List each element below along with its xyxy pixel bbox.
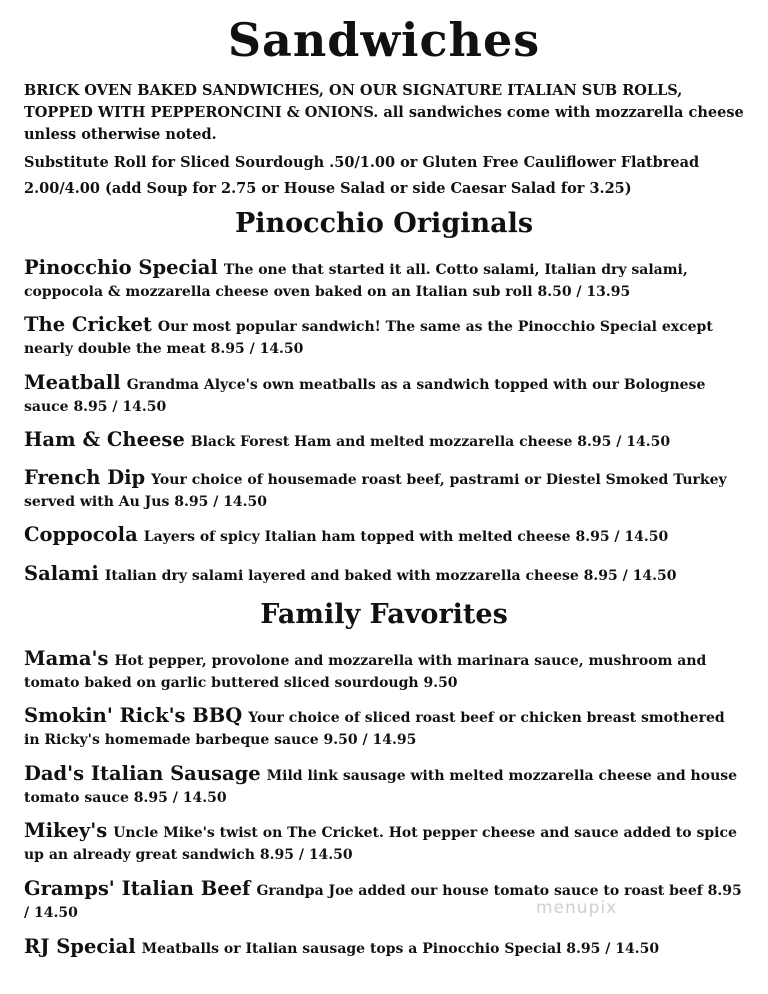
menu-item: [24, 763, 744, 809]
menu-item: [24, 314, 744, 360]
menu-item-desc: Hot pepper, provolone and mozzarella with marinara sauce, mushroom and tomato baked on garlic buttered sliced sourdough 9.50: [24, 653, 707, 691]
menu-item-name: Mama's: [24, 647, 109, 670]
menu-item-name: French Dip: [24, 466, 146, 489]
menu-item: [24, 705, 744, 751]
menu-item-name: RJ Special: [24, 935, 136, 958]
menu-item-desc: Meatballs or Italian sausage tops a Pinocchio Special 8.95 / 14.50: [141, 941, 660, 957]
menu-item-desc: Your choice of sliced roast beef or chicken breast smothered in Ricky's homemade barbeque sauce 9.50 / 14.95: [24, 710, 725, 748]
menu-item-name: Dad's Italian Sausage: [24, 762, 261, 785]
menu-item-desc: Layers of spicy Italian ham topped with melted cheese 8.95 / 14.50: [143, 529, 669, 545]
menu-item: [24, 429, 744, 453]
section-heading-originals: Pinocchio Originals: [234, 208, 534, 239]
menu-item: [24, 257, 744, 303]
menu-item: [24, 878, 744, 924]
menu-item-desc: Uncle Mike's twist on The Cricket. Hot pepper cheese and sauce added to spice up an already great sandwich 8.95 / 14.50: [24, 825, 737, 863]
menu-item-name: Coppocola: [24, 523, 138, 546]
menu-item: [24, 820, 744, 866]
menu-item: [24, 563, 744, 587]
page-title: Sandwiches: [227, 13, 541, 67]
menu-item-desc: Our most popular sandwich! The same as the Pinocchio Special except nearly double the meat 8.95 / 14.50: [24, 319, 713, 357]
menu-item-name: Gramps' Italian Beef: [24, 877, 251, 900]
menu-item: [24, 936, 744, 960]
menu-item-name: Smokin' Rick's BBQ: [24, 704, 243, 727]
intro-text: BRICK OVEN BAKED SANDWICHES, ON OUR SIGNATURE ITALIAN SUB ROLLS, TOPPED WITH PEPPERONCINI & ONIONS. all sandwiches come with mozzarella cheese unless otherwise noted.: [24, 82, 744, 143]
menu-item-desc: Black Forest Ham and melted mozzarella cheese 8.95 / 14.50: [190, 434, 671, 450]
menu-item-name: The Cricket: [24, 313, 152, 336]
menu-item-desc: Italian dry salami layered and baked with mozzarella cheese 8.95 / 14.50: [104, 568, 677, 584]
menu-item-desc: Mild link sausage with melted mozzarella cheese and house tomato sauce 8.95 / 14.50: [24, 768, 738, 806]
menu-item-name: Pinocchio Special: [24, 256, 218, 279]
menu-item-desc: The one that started it all. Cotto salami, Italian dry salami, coppocola & mozzarella cheese oven baked on an Italian sub roll 8.50 / 13.95: [24, 262, 688, 300]
menu-item-desc: Grandpa Joe added our house tomato sauce to roast beef 8.95 / 14.50: [24, 883, 742, 921]
menu-item-name: Ham & Cheese: [24, 428, 185, 451]
menu-item: [24, 648, 744, 694]
menu-item-desc: Grandma Alyce's own meatballs as a sandwich topped with our Bolognese sauce 8.95 / 14.50: [24, 377, 706, 415]
menu-item: [24, 524, 744, 548]
watermark: menupix: [536, 898, 618, 918]
section-heading-family: Family Favorites: [260, 599, 508, 630]
menu-item: [24, 372, 744, 418]
menu-item-name: Mikey's: [24, 819, 108, 842]
menu-item: [24, 467, 744, 513]
menu-item-desc: Your choice of housemade roast beef, pastrami or Diestel Smoked Turkey served with Au Jus 8.95 / 14.50: [24, 472, 727, 510]
substitution-note: Substitute Roll for Sliced Sourdough .50/1.00 or Gluten Free Cauliflower Flatbread 2.00/4.00 (add Soup for 2.75 or House Salad or side Caesar Salad for 3.25): [24, 154, 700, 197]
menu-item-name: Salami: [24, 562, 99, 585]
menu-item-name: Meatball: [24, 371, 121, 394]
